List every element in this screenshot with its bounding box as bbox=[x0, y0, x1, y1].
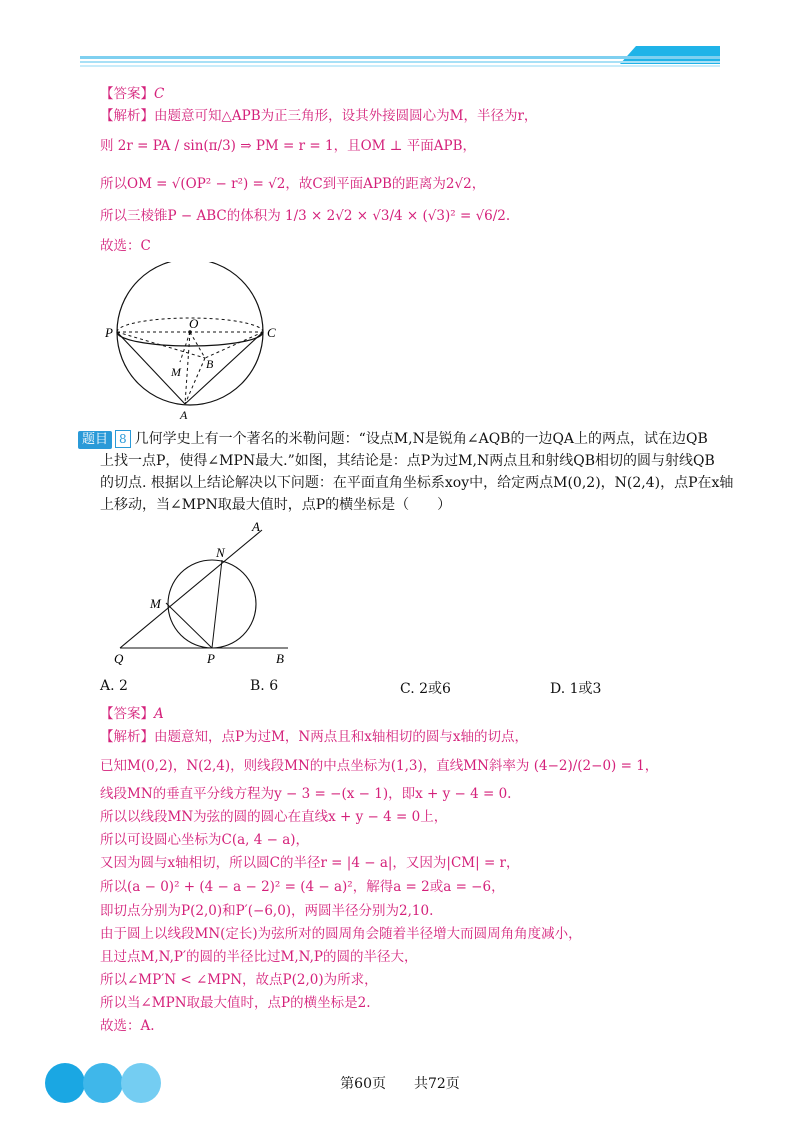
footer-dot-2 bbox=[83, 1063, 123, 1103]
option-a[interactable]: A. 2 bbox=[100, 678, 128, 694]
analysis-text: 则 2r = PA / sin(π/3) ⇒ PM = r = 1，且OM ⊥ 平面APB， bbox=[100, 138, 476, 154]
label-A: A bbox=[252, 519, 260, 534]
label-O: O bbox=[189, 316, 199, 331]
option-d[interactable]: D. 1或3 bbox=[550, 681, 602, 697]
analysis-text: 所以(a − 0)² + (4 − a − 2)² = (4 − a)²，解得a = 2或a = −6， bbox=[100, 879, 505, 895]
analysis-tag: 【解析】 bbox=[100, 108, 154, 124]
footer-dot-1 bbox=[45, 1063, 85, 1103]
label-N: N bbox=[216, 545, 225, 560]
question-tag: 题目 bbox=[78, 431, 112, 449]
header-band bbox=[0, 0, 800, 80]
label-M: M bbox=[150, 596, 161, 611]
question-number: 8 bbox=[115, 430, 131, 448]
answer-line-2 bbox=[100, 704, 164, 724]
analysis-text: 且过点M,N,P′的圆的半径比过M,N,P的圆的半径大， bbox=[100, 949, 418, 965]
page-number: 第60页 共72页 bbox=[340, 1076, 460, 1092]
label-P: P bbox=[207, 651, 215, 666]
header-stripes bbox=[0, 0, 800, 80]
analysis-text: 线段MN的垂直平分线方程为y − 3 = −(x − 1)，即x + y − 4 = 0. bbox=[100, 786, 512, 802]
answer-value: C bbox=[154, 86, 165, 102]
miller-figure bbox=[110, 515, 300, 670]
label-Q: Q bbox=[114, 651, 124, 666]
analysis-text: 故选：A. bbox=[100, 1018, 155, 1034]
question-text: 上移动，当∠MPN取最大值时，点P的横坐标是（ ） bbox=[100, 497, 452, 513]
analysis-text: 已知M(0,2)，N(2,4)，则线段MN的中点坐标为(1,3)，直线MN斜率为 (4−2)/(2−0) = 1， bbox=[100, 758, 659, 774]
answer-tag: 【答案】 bbox=[100, 706, 154, 722]
answer-tag: 【答案】 bbox=[100, 86, 154, 102]
analysis-text: 所以当∠MPN取最大值时，点P的横坐标是2. bbox=[100, 995, 371, 1011]
analysis-text: 所以以线段MN为弦的圆的圆心在直线x + y − 4 = 0上， bbox=[100, 809, 448, 825]
label-A: A bbox=[180, 408, 188, 422]
analysis-line-1 bbox=[100, 106, 537, 126]
analysis-text: 由题意可知△APB为正三角形，设其外接圆圆心为M，半径为r， bbox=[154, 108, 538, 124]
option-b[interactable]: B. 6 bbox=[250, 678, 279, 694]
question-line-1 bbox=[78, 429, 708, 450]
label-B: B bbox=[206, 357, 214, 371]
analysis-text: 所以可设圆心坐标为C(a, 4 − a)， bbox=[100, 832, 310, 848]
analysis-text: 即切点分别为P(2,0)和P′(−6,0)，两圆半径分别为2,10. bbox=[100, 903, 434, 919]
analysis-text: 所以三棱锥P − ABC的体积为 1/3 × 2√2 × √3/4 × (√3)² = √6/2. bbox=[100, 208, 511, 224]
analysis-text: 由于圆上以线段MN(定长)为弦所对的圆周角会随着半径增大而圆周角角度减小， bbox=[100, 926, 582, 942]
answer-value: A bbox=[154, 706, 164, 722]
question-text: 几何学史上有一个著名的米勒问题：“设点M,N是锐角∠AQB的一边QA上的两点，试在边QB bbox=[134, 431, 708, 447]
sphere-figure bbox=[105, 262, 305, 422]
answer-line-1 bbox=[100, 84, 164, 104]
question-text: 的切点. 根据以上结论解决以下问题：在平面直角坐标系xoy中，给定两点M(0,2)，N(2,4)，点P在x轴 bbox=[100, 475, 734, 491]
analysis-text: 故选：C bbox=[100, 238, 151, 254]
miller-diagram bbox=[110, 515, 300, 670]
analysis-text: 又因为圆与x轴相切，所以圆C的半径r = |4 − a|，又因为|CM| = r， bbox=[100, 855, 520, 871]
footer-dot-3 bbox=[121, 1063, 161, 1103]
label-C: C bbox=[267, 325, 276, 340]
question-text: 上找一点P，使得∠MPN最大.”如图，其结论是：点P为过M,N两点且和射线QB相切的圆与射线QB bbox=[100, 453, 715, 469]
analysis-text: 由题意知，点P为过M，N两点且和x轴相切的圆与x轴的切点， bbox=[154, 729, 528, 745]
analysis-text: 所以OM = √(OP² − r²) = √2，故C到平面APB的距离为2√2， bbox=[100, 176, 486, 192]
sphere-diagram bbox=[105, 262, 305, 422]
analysis-line-2 bbox=[100, 727, 528, 747]
option-c[interactable]: C. 2或6 bbox=[400, 681, 451, 697]
label-M: M bbox=[171, 365, 181, 379]
label-B: B bbox=[276, 651, 284, 666]
analysis-tag: 【解析】 bbox=[100, 729, 154, 745]
analysis-text: 所以∠MP′N < ∠MPN，故点P(2,0)为所求， bbox=[100, 972, 378, 988]
label-P: P bbox=[105, 325, 113, 340]
